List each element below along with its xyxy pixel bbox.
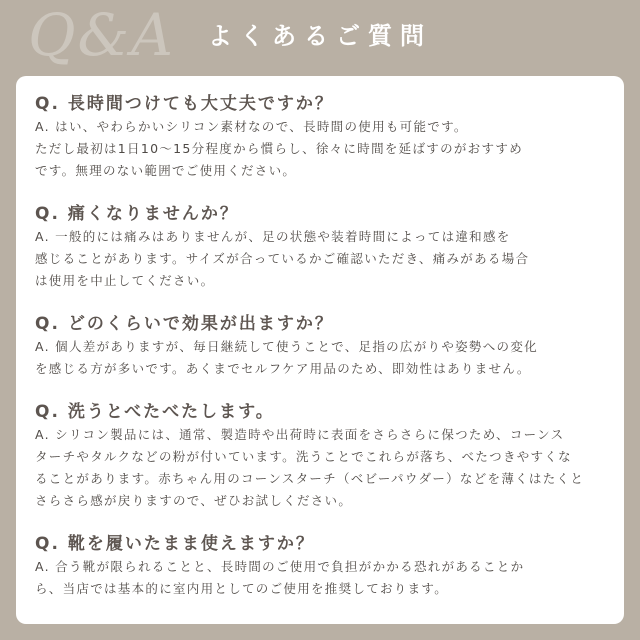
faq-answer-line: を感じる方が多いです。あくまでセルフケア用品のため、即効性はありません。 — [35, 361, 531, 376]
faq-answer — [35, 116, 606, 182]
faq-item — [35, 532, 606, 600]
faq-answer — [35, 336, 606, 380]
faq-answer-line: A. 合う靴が限られることと、長時間のご使用で負担がかかる恐れがあることか — [35, 559, 525, 574]
faq-answer — [35, 556, 606, 600]
faq-item — [35, 202, 606, 292]
faq-question: Q. どのくらいで効果が出ますか？ — [35, 314, 334, 334]
faq-card — [16, 76, 624, 624]
faq-answer-line: A. 一般的には痛みはありませんが、足の状態や装着時間によっては違和感を — [35, 229, 511, 244]
qa-watermark: Q&A — [28, 1, 176, 69]
faq-answer-line: ることがあります。赤ちゃん用のコーンスターチ（ベビーパウダー）などを薄くはたくと — [35, 471, 585, 486]
faq-answer-line: は使用を中止してください。 — [35, 273, 215, 288]
faq-answer — [35, 226, 606, 292]
faq-answer-line: さらさら感が戻りますので、ぜひお試しください。 — [35, 493, 353, 508]
faq-item — [35, 312, 606, 380]
faq-question: Q. 長時間つけても大丈夫ですか？ — [35, 94, 334, 114]
faq-question: Q. 靴を履いたまま使えますか？ — [35, 534, 315, 554]
faq-answer-line: 感じることがあります。サイズが合っているかご確認いただき、痛みがある場合 — [35, 251, 530, 266]
page-title: よくあるご質問 — [208, 22, 432, 50]
faq-answer-line: A. はい、やわらかいシリコン素材なので、長時間の使用も可能です。 — [35, 119, 468, 134]
faq-item — [35, 400, 606, 512]
faq-answer-line: A. 個人差がありますが、毎日継続して使うことで、足指の広がりや姿勢への変化 — [35, 339, 538, 354]
faq-answer — [35, 424, 606, 512]
faq-answer-line: です。無理のない範囲でご使用ください。 — [35, 163, 297, 178]
faq-question: Q. 洗うとべたべたします。 — [35, 402, 275, 422]
faq-answer-line: ら、当店では基本的に室内用としてのご使用を推奨しております。 — [35, 581, 449, 596]
faq-answer-line: ただし最初は1日10〜15分程度から慣らし、徐々に時間を延ばすのがおすすめ — [35, 141, 523, 156]
faq-question: Q. 痛くなりませんか？ — [35, 204, 239, 224]
faq-item — [35, 92, 606, 182]
faq-answer-line: ターチやタルクなどの粉が付いています。洗うことでこれらが落ち、べたつきやすくな — [35, 449, 572, 464]
faq-answer-line: A. シリコン製品には、通常、製造時や出荷時に表面をさらさらに保つため、コーンス — [35, 427, 565, 442]
